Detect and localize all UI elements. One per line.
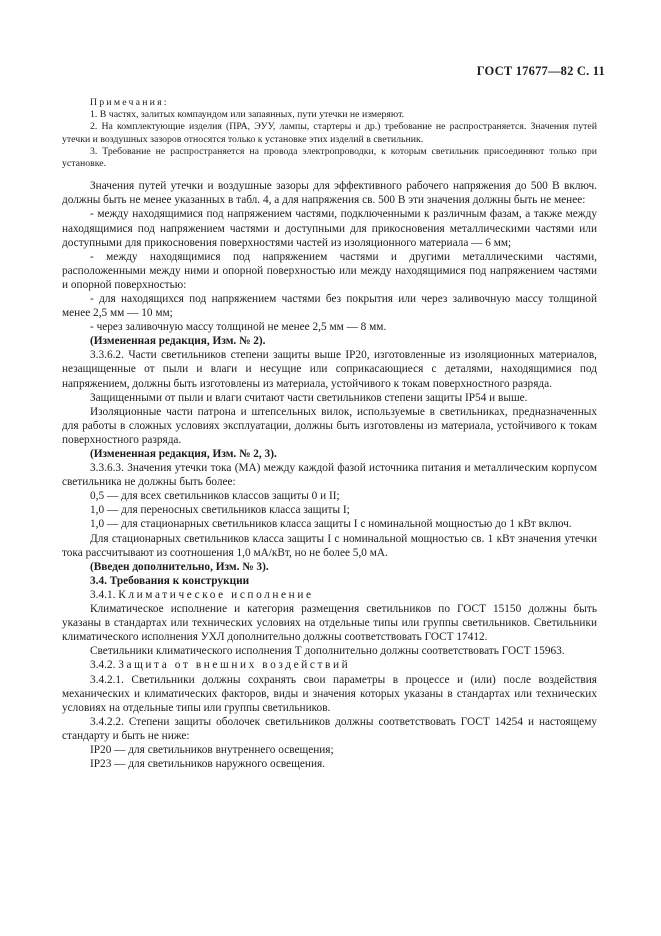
subsection-number: 3.4.1. <box>90 588 119 601</box>
paragraph: 3.4.2.1. Светильники должны сохранять свои параметры в процессе и (или) после воздействия механических и климатических факторов, виды и значения которых указаны в стандартах или технических условиях на отдельные типы или группы светильников. <box>62 673 597 714</box>
note-item: 2. На комплектующие изделия (ПРА, ЭУУ, лампы, стартеры и др.) требование не распространяется. Значения путей утечки и воздушных зазоров относятся только к установке этих изделий в светильник. <box>62 121 597 145</box>
amendment-note: (Измененная редакция, Изм. № 2). <box>90 335 266 348</box>
note-item: 3. Требование не распространяется на провода электропроводки, к которым светильник присоединяют только при установке. <box>62 145 597 170</box>
subsection-number: 3.4.2. <box>90 659 119 672</box>
section-heading: 3.4. Требования к конструкции <box>90 574 250 587</box>
paragraph: - через заливочную массу толщиной не менее 2,5 мм — 8 мм. <box>90 321 387 334</box>
subsection-title: Климатическое исполнение <box>118 588 314 601</box>
paragraph: Для стационарных светильников класса защиты I с номинальной мощностью св. 1 кВт значения утечки тока рассчитывают из соотношения 1,0 мА/кВт, но не более 5,0 мА. <box>62 532 597 559</box>
document-body <box>62 97 597 771</box>
note-item: 1. В частях, залитых компаундом или запаянных, пути утечки не измеряют. <box>90 109 405 121</box>
paragraph: - для находящихся под напряжением частями без покрытия или через заливочную массу толщиной менее 2,5 мм — 10 мм; <box>62 292 597 320</box>
page-header: ГОСТ 17677—82 С. 11 <box>476 64 605 78</box>
paragraph: - между находящимися под напряжением частями и другими металлическими частями, расположенными между ними и опорной поверхностью или между находящимися под напряжением частями и опорной поверхностью: <box>62 250 597 291</box>
paragraph: Изоляционные части патрона и штепсельных вилок, используемые в светильниках, предназначенных для работы в сложных условиях эксплуатации, должны быть изготовлены из материала, устойчивого к токам поверхностного разряда. <box>62 405 597 446</box>
subsection-title: Защита от внешних воздействий <box>118 659 351 672</box>
paragraph: 3.4.2.2. Степени защиты оболочек светильников должны соответствовать ГОСТ 14254 и настоящему стандарту и быть не ниже: <box>62 715 597 742</box>
paragraph: 3.3.6.3. Значения утечки тока (МА) между каждой фазой источника питания и металлическим корпусом светильника не должны быть более: <box>62 462 597 489</box>
paragraph: 0,5 — для всех светильников классов защиты 0 и II; <box>90 490 340 503</box>
paragraph: 3.3.6.2. Части светильников степени защиты выше IP20, изготовленные из изоляционных материалов, незащищенные от пыли и влаги и несущие или соприкасающиеся с деталями, находящимися под напряжением, должны быть изготовлены из материала, устойчивого к токам поверхностного разряда. <box>62 349 597 390</box>
paragraph: Климатическое исполнение и категория размещения светильников по ГОСТ 15150 должны быть указаны в стандартах или технических условиях на отдельные типы или группы светильников. Светильники климатического исполнения УХЛ дополнительно должны соответствовать ГОСТ 17412. <box>62 603 597 644</box>
paragraph: Значения путей утечки и воздушные зазоры для эффективного рабочего напряжения до 500 В включ. должны быть не менее указанных в табл. 4, а для напряжения св. 500 В эти значения должны быть не менее: <box>62 180 597 207</box>
paragraph: IP20 — для светильников внутреннего освещения; <box>90 743 334 756</box>
paragraph: - между находящимися под напряжением частями, подключенными к различным фазам, а также между находящимися под напряжением частями и доступными для прикосновения металлическими частями или доступными для прикосновения поверхностями частей из изоляционного материала — 6 мм; <box>62 208 597 249</box>
paragraph: Защищенными от пыли и влаги считают части светильников степени защиты IP54 и выше. <box>90 391 528 404</box>
notes-label: Примечания: <box>90 97 169 108</box>
paragraph: IP23 — для светильников наружного освещения. <box>90 758 326 771</box>
paragraph: 1,0 — для стационарных светильников класса защиты I с номинальной мощностью до 1 кВт включ. <box>90 518 572 531</box>
subsection-heading <box>62 588 597 602</box>
subsection-heading <box>62 658 597 672</box>
amendment-note: (Измененная редакция, Изм. № 2, 3). <box>90 448 277 460</box>
paragraph: Светильники климатического исполнения Т дополнительно должны соответствовать ГОСТ 15963. <box>90 645 565 658</box>
notes-block <box>62 97 597 170</box>
paragraph: 1,0 — для переносных светильников класса защиты I; <box>90 504 350 517</box>
amendment-note: (Введен дополнительно, Изм. № 3). <box>90 560 269 573</box>
